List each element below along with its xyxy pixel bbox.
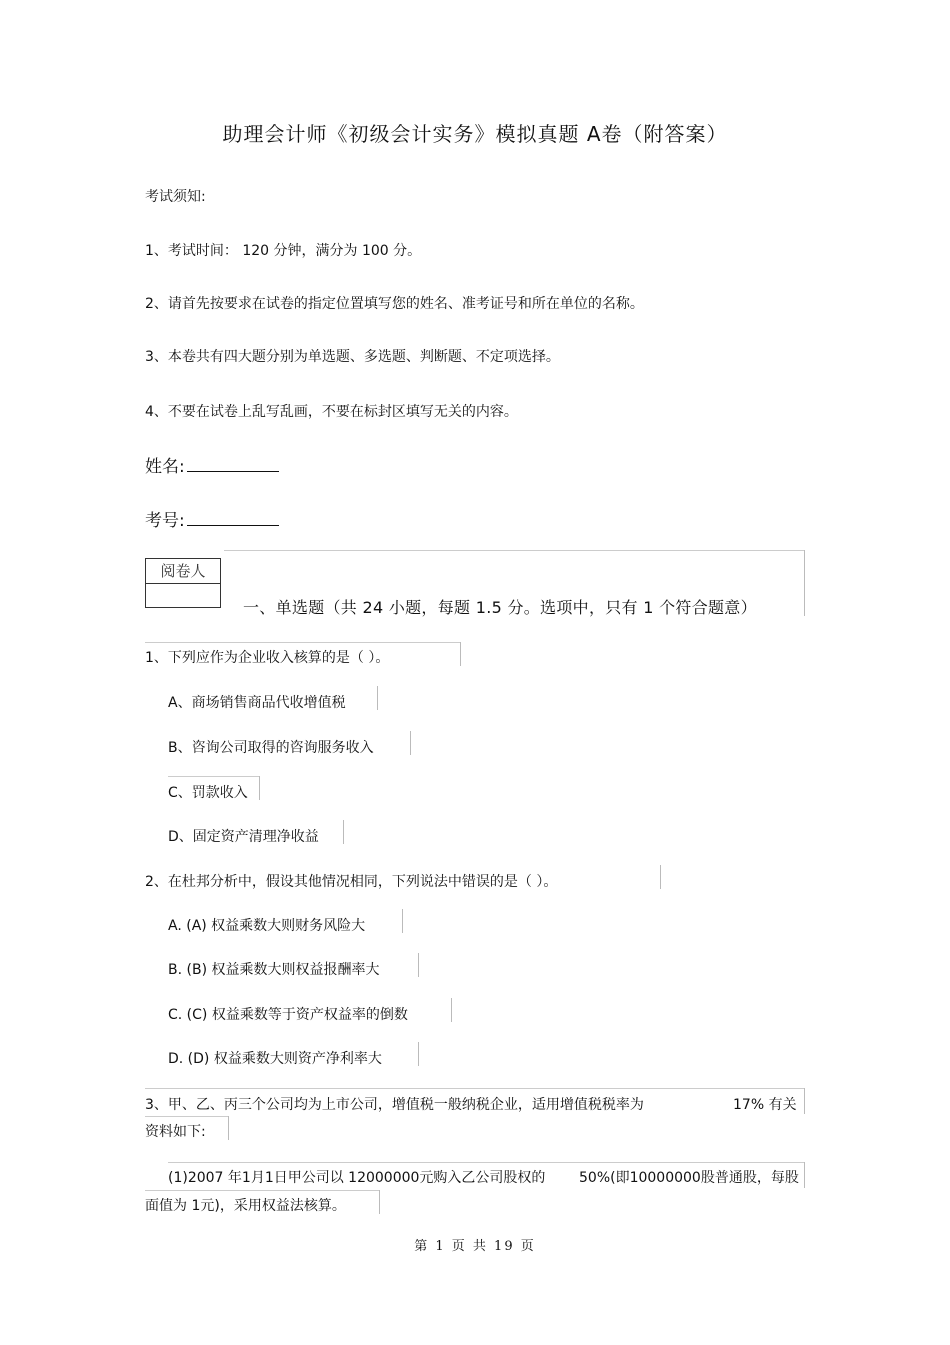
question-stem: 资料如下:	[145, 1124, 206, 1140]
question-stem: 3、甲、乙、丙三个公司均为上市公司，增值税一般纳税企业，适用增值税税率为	[145, 1097, 644, 1113]
cell-rule	[402, 909, 403, 933]
cell-rule	[804, 1162, 805, 1188]
notice-item: 1、考试时间： 120 分钟，满分为 100 分。	[145, 243, 422, 259]
name-field[interactable]	[145, 452, 279, 477]
cell-rule	[418, 953, 419, 977]
cell-rule	[804, 1088, 805, 1114]
notice-heading: 考试须知:	[145, 189, 206, 205]
cell-rule	[228, 1116, 229, 1140]
notice-item: 4、不要在试卷上乱写乱画，不要在标封区填写无关的内容。	[145, 404, 518, 420]
cell-rule	[145, 1088, 804, 1089]
cell-rule	[660, 865, 661, 889]
option-item[interactable]: D、固定资产清理净收益	[168, 829, 319, 845]
id-field[interactable]	[145, 506, 279, 531]
cell-rule	[259, 776, 260, 800]
cell-rule	[168, 1162, 804, 1163]
page-footer: 第 1 页 共 19 页	[414, 1239, 536, 1254]
id-blank[interactable]	[187, 511, 279, 526]
option-item[interactable]: B、咨询公司取得的咨询服务收入	[168, 740, 374, 756]
question-stem: 1、下列应作为企业收入核算的是（ ）。	[145, 650, 390, 666]
id-label: 考号:	[145, 511, 185, 531]
option-item[interactable]: C、罚款收入	[168, 785, 248, 801]
cell-rule	[145, 642, 460, 643]
cell-rule	[460, 642, 461, 666]
cell-rule	[343, 820, 344, 844]
notice-item: 2、请首先按要求在试卷的指定位置填写您的姓名、准考证号和所在单位的名称。	[145, 296, 644, 312]
option-item[interactable]: B. (B) 权益乘数大则权益报酬率大	[168, 962, 380, 978]
cell-rule	[418, 1042, 419, 1066]
option-item[interactable]: D. (D) 权益乘数大则资产净利率大	[168, 1051, 382, 1067]
question-stem: 2、在杜邦分析中，假设其他情况相同，下列说法中错误的是（ ）。	[145, 874, 558, 890]
cell-rule	[451, 998, 452, 1022]
cell-rule	[145, 1190, 379, 1191]
section-title: 一、单选题（共 24 小题，每题 1.5 分。选项中，只有 1 个符合题意）	[243, 598, 757, 617]
sub-item: (1)2007 年1月1日甲公司以 12000000元购入乙公司股权的	[168, 1170, 546, 1186]
cell-rule	[168, 776, 259, 777]
section-right-rule	[804, 550, 805, 616]
cell-rule	[410, 731, 411, 755]
document-title: 助理会计师《初级会计实务》模拟真题 A卷（附答案）	[222, 122, 728, 146]
option-item[interactable]: C. (C) 权益乘数等于资产权益率的倒数	[168, 1007, 408, 1023]
grader-box	[145, 558, 221, 608]
option-item[interactable]: A. (A) 权益乘数大则财务风险大	[168, 918, 366, 934]
sub-item: 50%(即10000000股普通股，每股	[579, 1170, 799, 1186]
cell-rule	[145, 1116, 228, 1117]
grader-label: 阅卷人	[146, 559, 220, 584]
question-stem-rate: 17% 有关	[733, 1097, 797, 1113]
sub-item: 面值为 1元)，采用权益法核算。	[145, 1198, 346, 1214]
option-item[interactable]: A、商场销售商品代收增值税	[168, 695, 346, 711]
cell-rule	[379, 1190, 380, 1214]
cell-rule	[377, 686, 378, 710]
section-top-rule	[224, 550, 804, 551]
name-label: 姓名:	[145, 457, 185, 477]
name-blank[interactable]	[187, 457, 279, 472]
notice-item: 3、本卷共有四大题分别为单选题、多选题、判断题、不定项选择。	[145, 349, 560, 365]
